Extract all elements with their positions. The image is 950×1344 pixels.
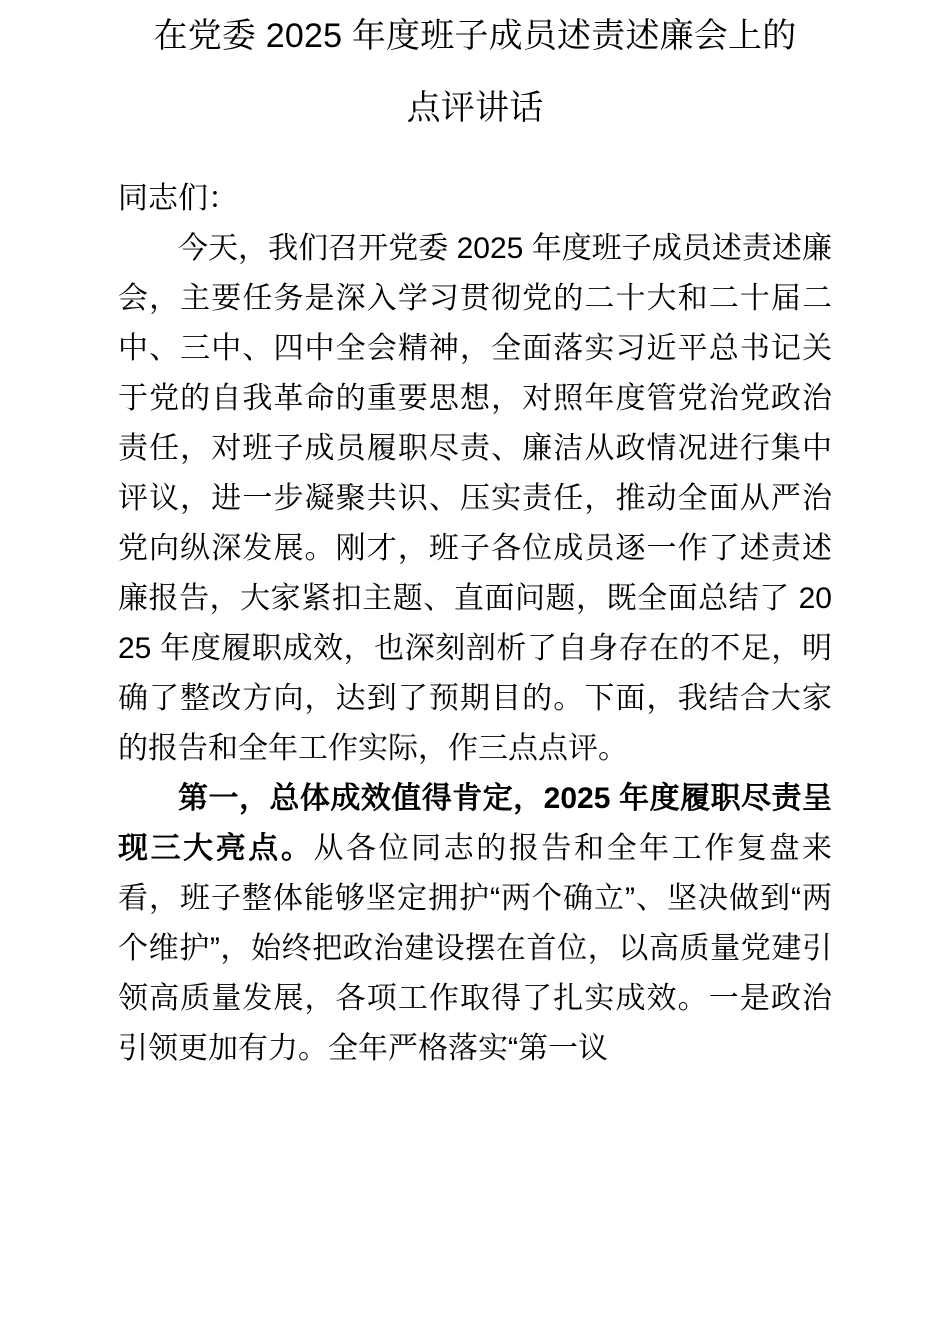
document-content-area	[118, 0, 832, 1074]
page-title-line-2: 点评讲话	[406, 89, 544, 127]
body-paragraph-2	[118, 774, 832, 1074]
body-paragraph-1: 今天，我们召开党委 2025 年度班子成员述责述廉会，主要任务是深入学习贯彻党的二十大和二十届二中、三中、四中全会精神，全面落实习近平总书记关于党的自我革命的重要思想，对照年度管党治党政治责任，对班子成员履职尽责、廉洁从政情况进行集中评议，进一步凝聚共识、压实责任，推动全面从严治党向纵深发展。刚才，班子各位成员逐一作了述责述廉报告，大家紧扣主题、直面问题，既全面总结了 2025 年度履职成效，也深刻剖析了自身存在的不足，明确了整改方向，达到了预期目的。下面，我结合大家的报告和全年工作实际，作三点点评。	[118, 232, 832, 765]
paragraph-2-bold-lead: 第一，总体成效值得肯定，2025 年度履职尽责呈现三大亮点。	[118, 782, 832, 865]
page-title-line-1: 在党委 2025 年度班子成员述责述廉会上的	[153, 17, 797, 55]
title-body-gap	[118, 144, 832, 174]
salutation: 同志们：	[118, 182, 238, 215]
paragraph-2-text: 从各位同志的报告和全年工作复盘来看，班子整体能够坚定拥护“两个确立”、坚决做到“两个维护”，始终把政治建设摆在首位，以高质量党建引领高质量发展，各项工作取得了扎实成效。一是政治引领更加有力。全年严格落实“第一议	[118, 832, 833, 1065]
page-title	[118, 0, 832, 144]
